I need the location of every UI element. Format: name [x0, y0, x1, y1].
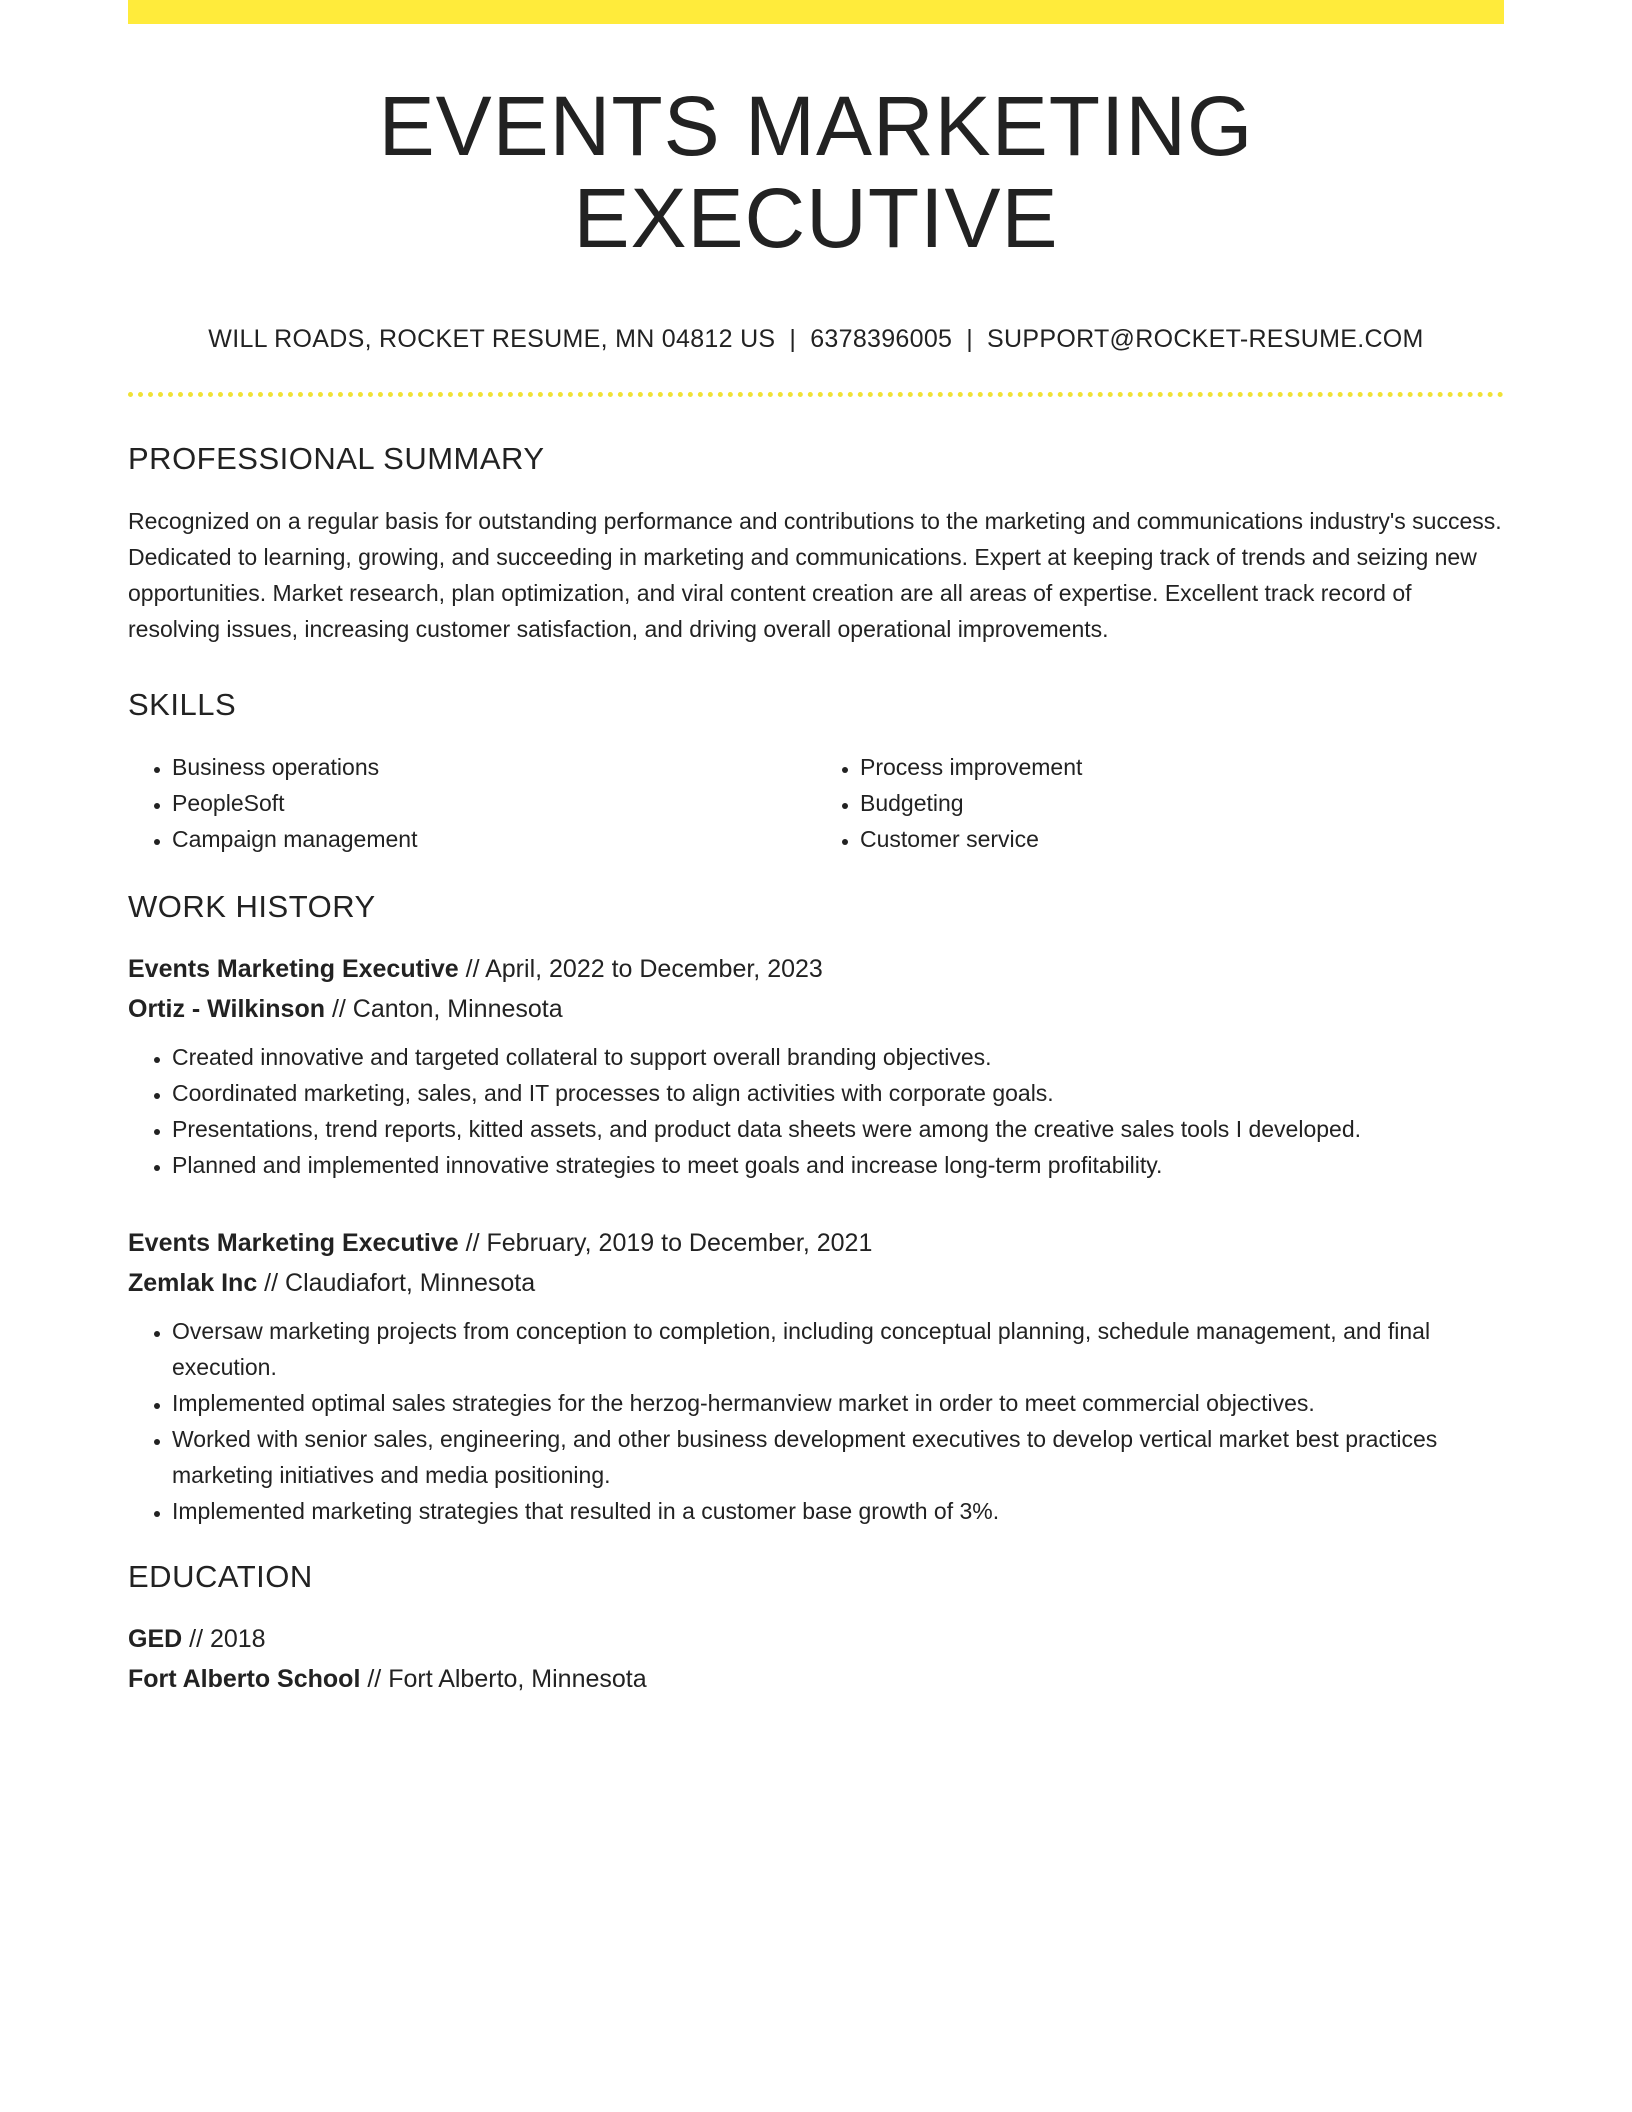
section-title-skills: SKILLS [128, 686, 237, 722]
education-degree: GED [128, 1624, 183, 1653]
skills-grid [128, 749, 1504, 857]
contact-separator: | [966, 324, 974, 353]
job-bullets [128, 1313, 1504, 1529]
section-title-education: EDUCATION [128, 1558, 313, 1594]
dotted-divider [128, 392, 1504, 397]
job-bullet: • Presentations, trend reports, kitted assets, and product data sheets were among the creative sales tools I developed. [172, 1111, 1504, 1147]
skill-item: • Budgeting [860, 785, 1504, 821]
education-entry [128, 1619, 1504, 1699]
skill-item: • PeopleSoft [172, 785, 816, 821]
resume-name: EVENTS MARKETING EXECUTIVE [378, 79, 1254, 266]
job-location: // Canton, Minnesota [325, 994, 563, 1023]
job-role: Events Marketing Executive [128, 1228, 459, 1257]
job-company-line [128, 1263, 1504, 1303]
skill-item: • Customer service [860, 821, 1504, 857]
job-bullets [128, 1039, 1504, 1183]
job-entry [128, 1223, 1504, 1529]
job-location: // Claudiafort, Minnesota [257, 1268, 536, 1297]
job-dates: // February, 2019 to December, 2021 [458, 1228, 873, 1257]
job-bullet: • Implemented optimal sales strategies for the herzog-hermanview market in order to meet commercial objectives. [172, 1385, 1504, 1421]
summary-text: Recognized on a regular basis for outstanding performance and contributions to the marketing and communications industry's success. Dedicated to learning, growing, and succeeding in marketing and communications. Expert at keeping track of trends and seizing new opportunities. Market research, plan optimization, and viral content creation are all areas of expertise. Excellent track record of resolving issues, increasing customer satisfaction, and driving overall operational improvements. [128, 507, 1502, 642]
job-company: Ortiz - Wilkinson [128, 994, 325, 1023]
job-dates: // April, 2022 to December, 2023 [458, 954, 823, 983]
job-role-line [128, 949, 1504, 989]
resume-page [128, 0, 1504, 1699]
job-bullet: • Implemented marketing strategies that resulted in a customer base growth of 3%. [172, 1493, 1504, 1529]
contact-email: SUPPORT@ROCKET-RESUME.COM [987, 324, 1424, 353]
skill-item: • Process improvement [860, 749, 1504, 785]
education-location: // Fort Alberto, Minnesota [360, 1664, 647, 1693]
job-bullet: • Coordinated marketing, sales, and IT processes to align activities with corporate goals. [172, 1075, 1504, 1111]
job-bullet: • Planned and implemented innovative strategies to meet goals and increase long-term profitability. [172, 1147, 1504, 1183]
top-accent-bar [128, 0, 1504, 24]
job-company-line [128, 989, 1504, 1029]
contact-address: WILL ROADS, ROCKET RESUME, MN 04812 US [208, 324, 776, 353]
section-title-work-history: WORK HISTORY [128, 888, 376, 924]
contact-separator: | [789, 324, 797, 353]
skill-item: • Campaign management [172, 821, 816, 857]
section-title-summary: PROFESSIONAL SUMMARY [128, 440, 545, 476]
education-school-line [128, 1659, 1504, 1699]
job-role: Events Marketing Executive [128, 954, 459, 983]
job-role-line [128, 1223, 1504, 1263]
education-year: // 2018 [182, 1624, 266, 1653]
skills-column-right [816, 749, 1504, 857]
job-company: Zemlak Inc [128, 1268, 258, 1297]
education-school: Fort Alberto School [128, 1664, 361, 1693]
contact-line [128, 325, 1504, 354]
skill-item: • Business operations [172, 749, 816, 785]
job-bullet: • Created innovative and targeted collateral to support overall branding objectives. [172, 1039, 1504, 1075]
job-bullet: • Worked with senior sales, engineering, and other business development executives to develop vertical market best practices marketing initiatives and media positioning. [172, 1421, 1504, 1493]
job-entry [128, 949, 1504, 1183]
contact-phone: 6378396005 [810, 324, 953, 353]
job-bullet: • Oversaw marketing projects from conception to completion, including conceptual planning, schedule management, and final execution. [172, 1313, 1504, 1385]
education-degree-line [128, 1619, 1504, 1659]
skills-column-left [128, 749, 816, 857]
